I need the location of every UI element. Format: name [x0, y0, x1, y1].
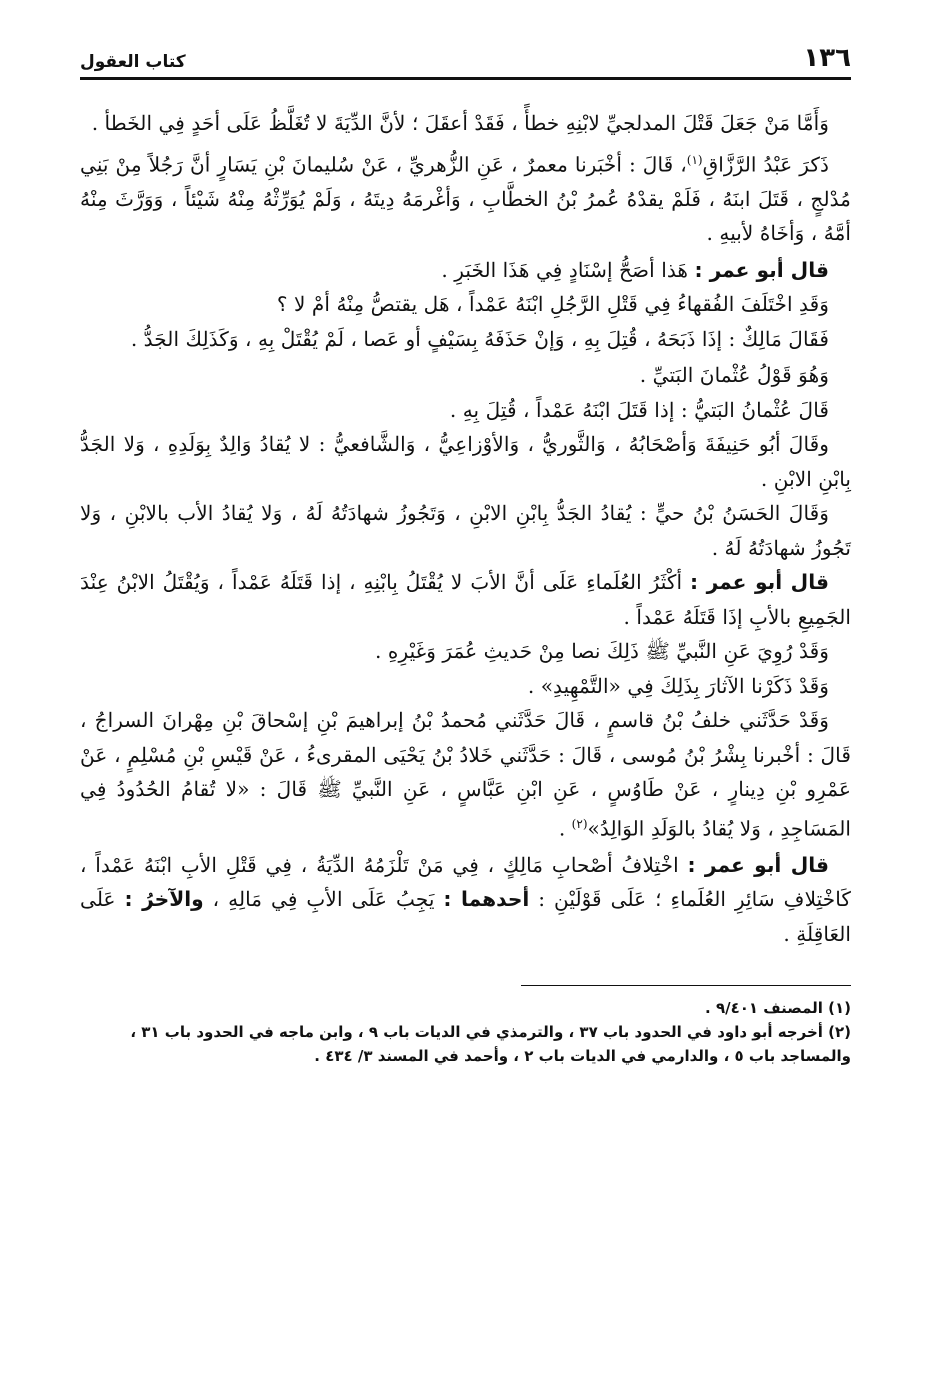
- paragraph: وَهُوَ قَوْلُ عُثْمانَ البَتيِّ .: [639, 363, 829, 388]
- running-title: كتاب العقول: [80, 52, 186, 72]
- footnote-ref: (١): [686, 152, 703, 167]
- speaker-label: قال أبو عمر :: [694, 257, 829, 282]
- speaker-label: قال أبو عمر :: [687, 852, 830, 877]
- paragraph: وَقَدْ حَدَّثَني خلفُ بْنُ قاسمٍ ، قَالَ حَدَّثَني مُحمدُ بْنُ إبراهيمَ بْنِ إسْحاقَ بْنِ مِهْرانَ السراجُ ، قَالَ : أخْبرنا بِشْرُ بْنُ مُوسى ، قَالَ : حَدَّثَني خَلادُ بْنُ يَحْيَى المقرىءُ ، عَنْ قَيْسِ بْنِ مُسْلِمٍ ، عَنْ عَمْرِو بْنِ دِينارٍ ، عَنْ طَاوُسٍ ، عَنِ ابْنِ عَبَّاسٍ ، عَنِ النَّبيِّ ﷺ قَالَ : «لا تُقامُ الحُدُودُ فِي المَسَاجِدِ ، وَلا يُقادُ بالوَلَدِ الوَالِدُ»$^{(٢)}$ .: [80, 708, 851, 841]
- paragraph: قال أبو عمر : أكْثَرُ العُلَماءِ عَلَى أنَّ الأبَ لا يُقْتَلُ بِابْنِهِ ، إذا قَتَلَهُ عَمْداً ، وَيُقْتَلُ الابْنُ عِنْدَ الجَمِيعِ بالأبِ إذَا قَتَلَهُ عَمْداً .: [80, 570, 851, 629]
- term-label: والآخرُ :: [124, 887, 204, 912]
- paragraph: وقَالَ أبُو حَنِيفَةَ وَأصْحَابُهُ ، وَالثَّوريُّ ، وَالأوْزاعِيُّ ، وَالشَّافعيُّ : لا يُقادُ وَالِدٌ بِوَلَدِهِ ، وَلا الجَدُّ بِابْنِ الابْنِ .: [80, 432, 851, 491]
- paragraph: وَقَالَ الحَسَنُ بْنُ حيٍّ : يُقادُ الجَدُّ بِابْنِ الابْنِ ، وَتَجُوزُ شهادَتُهُ لَهُ ، وَلا يُقادُ الأب بالابْنِ ، وَلا تَجُوزُ شهادَتُهُ لَهُ .: [80, 501, 851, 560]
- footnote: (١) المصنف ٩/٤٠١ .: [705, 999, 851, 1018]
- paragraph: وَقَدِ اخْتَلَفَ الفُقهاءُ فِي قَتْلِ الرَّجُلِ ابْنَهُ عَمْداً ، هَل يقتصُّ مِنْهُ أمْ لا ؟: [276, 292, 829, 317]
- paragraph: قَالَ عُثْمانُ البَتيُّ : إذا قَتَلَ ابْنَهُ عَمْداً ، قُتِلَ بِهِ .: [449, 397, 829, 422]
- paragraph: قال أبو عمر : هَذا أصَحُّ إسْنَادٍ فِي هَذَا الخَبَرِ .: [441, 257, 829, 282]
- footnote-divider: [521, 985, 851, 986]
- page-number: ١٣٦: [803, 43, 851, 73]
- paragraph: وَقَدْ رُوِيَ عَنِ النَّبيِّ ﷺ ذَلِكَ نصا مِنْ حَديثِ عُمَرَ وَغَيْرِهِ .: [375, 639, 829, 664]
- footnote-ref: (٢): [571, 816, 588, 831]
- paragraph: فَقَالَ مَالِكٌ : إذَا ذَبَحَهُ ، قُتِلَ بِهِ ، وَإنْ حَذَفَهُ بِسَيْفٍ أو عَصا ، لَمْ يُقْتَلْ بِهِ ، وَكَذَلِكَ الجَدُّ .: [130, 326, 829, 351]
- footnote: (٢) أخرجه أبو داود في الحدود باب ٣٧ ، والترمذي في الديات باب ٩ ، وابن ماجه في الحدود باب ٣١ ، والمساجد باب ٥ ، والدارمي في الديات باب ٢ ، وأحمد في المسند ٣/ ٤٣٤ .: [130, 1023, 851, 1066]
- footnotes: [80, 996, 851, 1068]
- page-header: [80, 40, 851, 80]
- term-label: أحدهما :: [443, 887, 530, 912]
- paragraph: وَأَمَّا مَنْ جَعَلَ قَتْلَ المدلجيِّ لابْنِهِ خطأً ، فَقَدْ أعقَلَ ؛ لأنَّ الدِّيَةَ لا تُغَلَّظُ عَلَى أحَدٍ فِي الخَطأ .: [91, 111, 829, 135]
- speaker-label: قال أبو عمر :: [689, 570, 829, 595]
- paragraph: وَقَدْ ذَكَرْنا الآثارَ بِذَلِكَ فِي «التَّمْهِيدِ» .: [527, 673, 829, 698]
- main-text: [80, 106, 851, 951]
- paragraph: ذَكرَ عَبْدُ الرَّزَّاقِ$^{(١)}$، قَالَ : أخْبَرنا معمرٌ ، عَنِ الزُّهريِّ ، عَنْ سُليمانَ بْنِ يَسَارٍ أنَّ رَجُلاً مِنْ بَنِي مُدْلجٍ ، قَتَلَ ابنَهُ ، فَلَمْ يقدْهُ عُمرُ بْنُ الخطَّابِ ، وَأغْرمَهُ دِيتَهُ ، وَلَمْ يُوَرِّثْهُ مِنْهُ شَيْئاً ، وَوَرَّثَ مِنْهُ أمَّهُ ، وَأخَاهُ لأبيهِ .: [80, 152, 851, 246]
- paragraph: قال أبو عمر : اخْتِلافُ أصْحابِ مَالِكٍ ، فِي مَنْ تَلْزَمُهُ الدِّيَةُ ، فِي قَتْلِ الأبِ ابْنَهُ عَمْداً ، كَاخْتِلافِ سَائِرِ العُلَماءِ ؛ عَلَى قَوْلَيْنِ : أحدهما : يَجِبُ عَلَى الأبِ فِي مَالِهِ ، والآخرُ : عَلَى العَاقِلَةِ .: [80, 852, 851, 946]
